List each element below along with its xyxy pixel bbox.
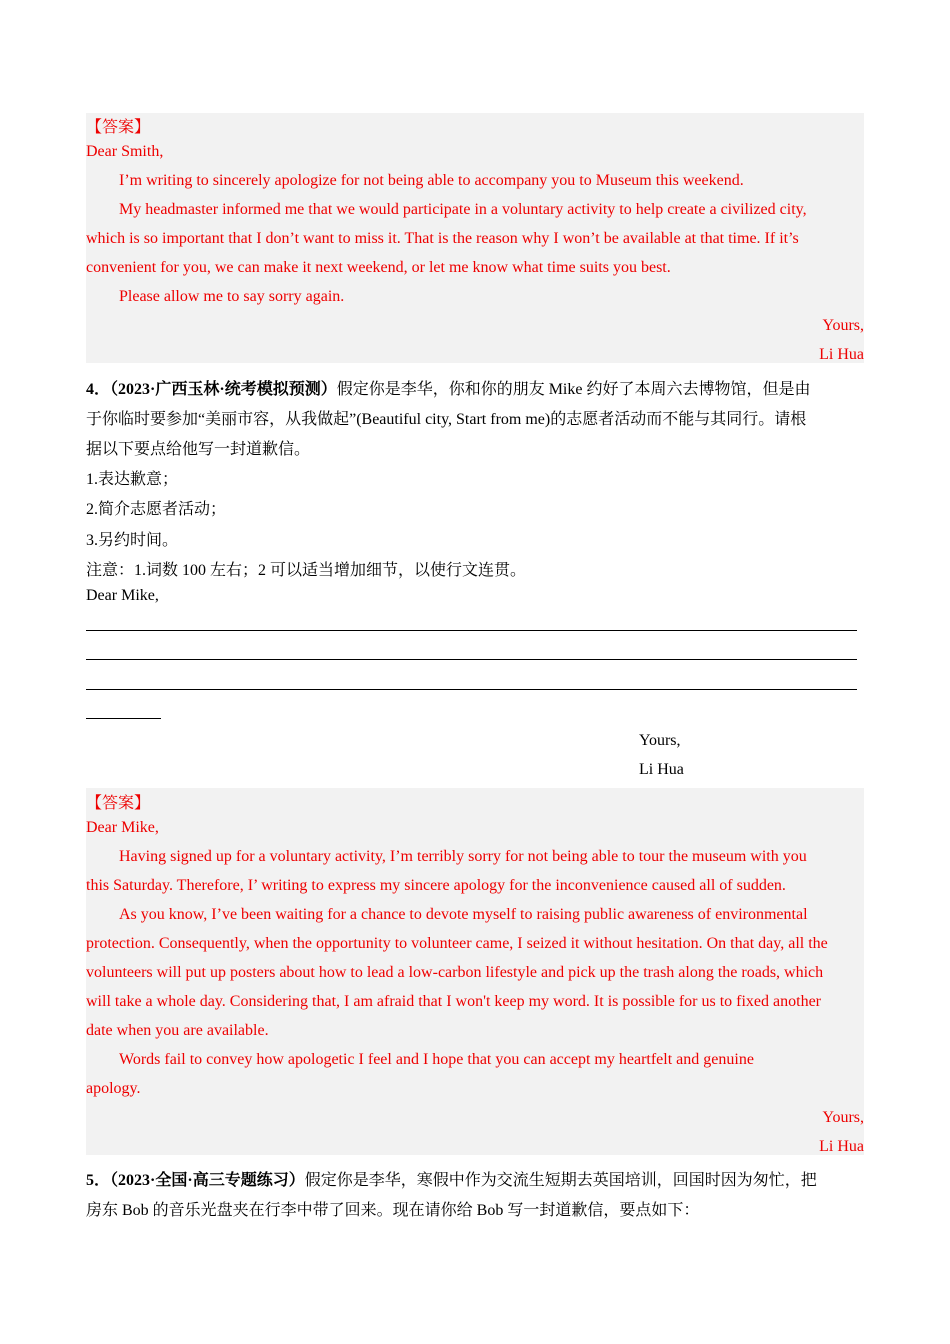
question-source: （2023·全国·高三专题练习） [110,1172,305,1189]
question-5-line [86,1167,817,1190]
answer-blank-line [86,718,161,719]
letter-paragraph-line: date when you are available. [86,1022,269,1039]
letter-paragraph-line: Please allow me to say sorry again. [119,288,345,305]
question-number: 4． [86,381,111,398]
letter-greeting: Dear Mike, [86,819,159,836]
letter-signature: Li Hua [819,346,864,363]
letter-paragraph-line: As you know, I’ve been waiting for a chance to devote myself to raising public awareness of environmental [119,906,808,923]
answer-blank-line [86,630,857,631]
answer-blank-line [86,659,857,660]
letter-paragraph-line: protection. Consequently, when the opportunity to volunteer came, I seized it without hesitation. On that day, all the [86,935,828,952]
letter-paragraph-line: which is so important that I don’t want to miss it. That is the reason why I won’t be available at that time. If it’s [86,230,799,247]
answer-blank-line [86,689,857,690]
question-4-line [86,376,810,399]
letter-paragraph-line: apology. [86,1080,141,1097]
letter-paragraph-line: Having signed up for a voluntary activity, I’m terribly sorry for not being able to tour the museum with you [119,848,807,865]
question-text: 据以下要点给他写一封道歉信。 [86,441,311,458]
question-text: 假定你是李华，你和你的朋友 Mike 约好了本周六去博物馆，但是由 [336,381,811,398]
question-text: 假定你是李华，寒假中作为交流生短期去英国培训，回国时因为匆忙，把 [304,1172,817,1189]
question-source: （2023·广西玉林·统考模拟预测） [110,381,337,398]
letter-closing: Yours, [822,1109,864,1126]
question-text: 房东 Bob 的音乐光盘夹在行李中带了回来。现在请你给 Bob 写一封道歉信，要点如下： [86,1202,700,1219]
letter-signature: Li Hua [639,761,684,778]
letter-paragraph-line: convenient for you, we can make it next weekend, or let me know what time suits you best. [86,259,671,276]
letter-paragraph-line: this Saturday. Therefore, I’ writing to express my sincere apology for the inconvenience caused all of sudden. [86,877,786,894]
letter-closing: Yours, [639,732,681,749]
answer-tag: 【答案】 [86,795,151,812]
letter-closing: Yours, [822,317,864,334]
letter-paragraph-line: Words fail to convey how apologetic I feel and I hope that you can accept my heartfelt and genuine [119,1051,754,1068]
letter-signature: Li Hua [819,1138,864,1155]
requirement-item: 1.表达歉意； [86,471,179,488]
question-number: 5． [86,1172,111,1189]
question-note: 注意：1.词数 100 左右；2 可以适当增加细节，以使行文连贯。 [86,562,527,579]
letter-paragraph-line: will take a whole day. Considering that, I am afraid that I won't keep my word. It is possible for us to fixed another [86,993,821,1010]
letter-greeting: Dear Mike, [86,587,159,604]
letter-paragraph-line: volunteers will put up posters about how to lead a low-carbon lifestyle and pick up the trash along the roads, which [86,964,824,981]
requirement-item: 3.另约时间。 [86,532,179,549]
question-text: 于你临时要参加“美丽市容，从我做起”(Beautiful city, Start from me)的志愿者活动而不能与其同行。请根 [86,411,807,428]
requirement-item: 2.简介志愿者活动； [86,501,227,518]
letter-paragraph-line: My headmaster informed me that we would participate in a voluntary activity to help create a civilized city, [119,201,807,218]
letter-paragraph-line: I’m writing to sincerely apologize for not being able to accompany you to Museum this weekend. [119,172,744,189]
letter-greeting: Dear Smith, [86,143,164,160]
answer-tag: 【答案】 [86,119,151,136]
